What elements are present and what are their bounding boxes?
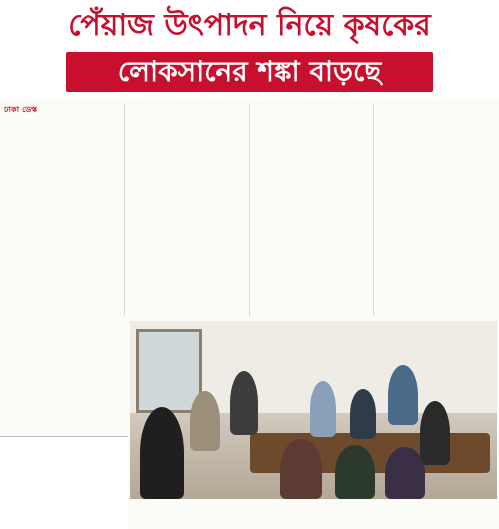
photo-person (310, 381, 336, 437)
photo-person (335, 445, 375, 499)
column-divider (124, 104, 125, 316)
article-column-2 (128, 104, 246, 322)
headline-line-2: লোকসানের শঙ্কা বাড়ছে (66, 52, 433, 92)
headline-line-1: পেঁয়াজ উৎপাদন নিয়ে কৃষকের (68, 8, 431, 43)
inset-story (0, 436, 128, 529)
photo-person (388, 365, 418, 425)
column-divider (249, 104, 250, 316)
photo-person (280, 439, 322, 499)
photo-caption (130, 501, 497, 519)
photo-person (350, 389, 376, 439)
article-column-3 (252, 104, 370, 322)
column-divider (373, 104, 374, 316)
article-byline: ঢাকা ডেস্ক (4, 104, 38, 114)
photo-person (230, 371, 258, 435)
photo-person (140, 407, 184, 499)
article-column-4 (376, 104, 495, 322)
photo-person (190, 391, 220, 451)
article-column-1 (4, 104, 122, 434)
photo-person (385, 447, 425, 499)
photo-person (420, 401, 450, 465)
meeting-photo (130, 321, 497, 499)
headline-banner (0, 0, 499, 98)
photo-window (136, 329, 202, 413)
